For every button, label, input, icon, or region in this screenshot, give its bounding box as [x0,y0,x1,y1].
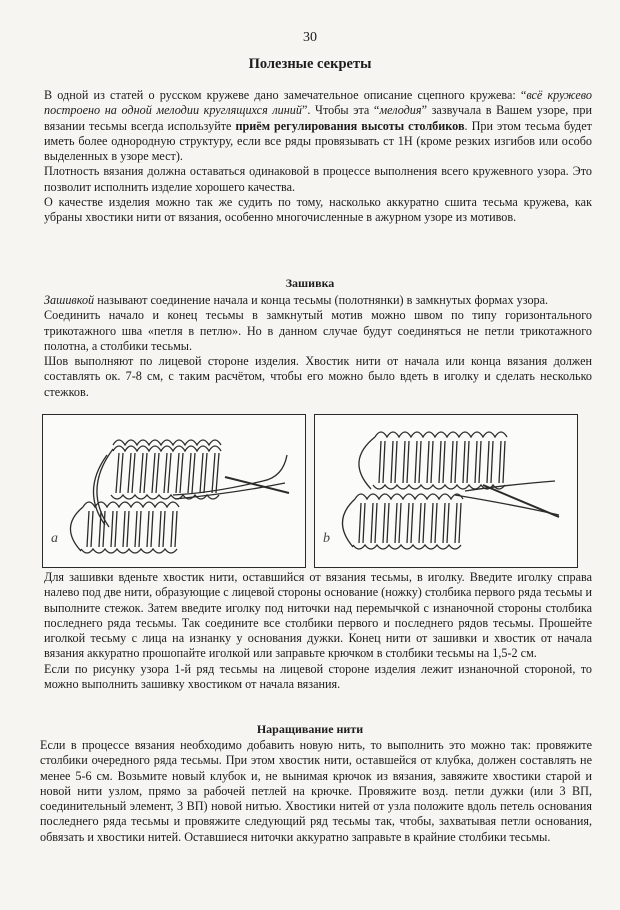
figure-a [42,414,306,568]
figure-a-label: a [51,531,58,546]
join-instructions-paragraph-2: Если по рисунку узора 1-й ряд тесьмы на лицевой стороне изделия лежит изнаночной стороной, то можно выполнить зашивку хвостиком от начала вязания. [44,661,592,692]
intro-paragraph-3: О качестве изделия можно так же судить по тому, насколько аккуратно сшита тесьма кружева, как убраны хвостики нити от вязания, особенно многочисленные в ажурном узоре из мотивов. [44,195,592,225]
section-heading-extend: Наращивание нити [256,722,364,736]
extend-text [40,738,592,845]
join-paragraph-1: Зашивкой называют соединение начала и конца тесьмы (полотнянки) в замкнутых формах узора. [44,293,549,307]
figure-b [314,414,578,568]
extend-paragraph-1: Если в процессе вязания необходимо добавить новую нить, то выполнить это можно так: провяжите столбики очередного ряда тесьмы. При этом хвостик нити, оставшейся от клубка, должен составлять не менее 5-6 см. Возьмите новый клубок и, не вынимая крючок из вязания, завяжите хвостики старой и новой нити узлом, прямо за рабочей петлей на крючке. Провяжите возд. петли дужки (или 3 ВП, соединительный элемент, 3 ВП) новой нитью. Хвостики нитей от узла положите вдоль петель основания последнего ряда тесьмы и провяжите следующий ряд тесьмы так, чтобы, захватывая петли основания, обвязать и хвостики нитей. Оставшиеся ниточки аккуратно заправьте в крайние столбики тесьмы. [40,738,592,844]
intro-paragraph-2: Плотность вязания должна оставаться одинаковой в процессе выполнения всего кружевного узора. Это позволит исполнить изделие хорошего качества. [44,164,592,194]
page-title: Полезные секреты [248,56,372,72]
intro-text [44,88,592,226]
join-instructions-paragraph-1: Для зашивки вденьте хвостик нити, оставшийся от вязания тесьмы, в иголку. Введите иголку справа налево под две нити, образующие с лицевой стороны основание (ножку) столбика первого ряда тесьмы и выполните стежок. Затем введите иголку под ниточки над перемычкой с изнаночной стороны столбика последнего ряда тесьмы. Так соедините все столбики первого и последнего рядов тесьмы. Прошейте иголкой тесьму с лица на изнанку у основания дужки. Конец нити от зашивки и хвостик от начала вязания аккуратно прошопайте иголкой или заправьте крючком в столбики тесьмы на 1,5-2 см. [44,570,592,661]
figure-b-label: b [323,531,330,546]
join-instructions [44,570,592,692]
section-heading-join: Зашивка [285,276,335,290]
page-number: 30 [303,30,317,45]
join-paragraph-3: Шов выполняют по лицевой стороне изделия. Хвостик нити от начала или конца вязания должен составлять ок. 7-8 см, с таким расчётом, чтобы его можно было вдеть в иголку и сделать несколько стежков. [44,354,592,399]
crochet-seam-illustration-a [43,415,305,567]
intro-paragraph-1: В одной из статей о русском кружеве дано замечательное описание сцепного кружева: “всё кружево построено на одной мелодии круглящихся линий”. Чтобы эта “мелодия” зазвучала в Вашем узоре, при вязании тесьмы всегда используйте приём регулирования высоты столбиков. При этом тесьма будет иметь более однородную структуру, если все ряды провязывать ст 1Н (кроме резких изгибов или особо выделенных в узоре мест). [44,88,592,164]
join-text [44,293,592,400]
join-paragraph-2: Соединить начало и конец тесьмы в замкнутый мотив можно швом по типу горизонтального трикотажного шва «петля в петлю». Но в данном случае будут соединяться не петли трикотажного полотна, а столбики тесьмы. [44,308,592,353]
crochet-seam-illustration-b [315,415,577,567]
